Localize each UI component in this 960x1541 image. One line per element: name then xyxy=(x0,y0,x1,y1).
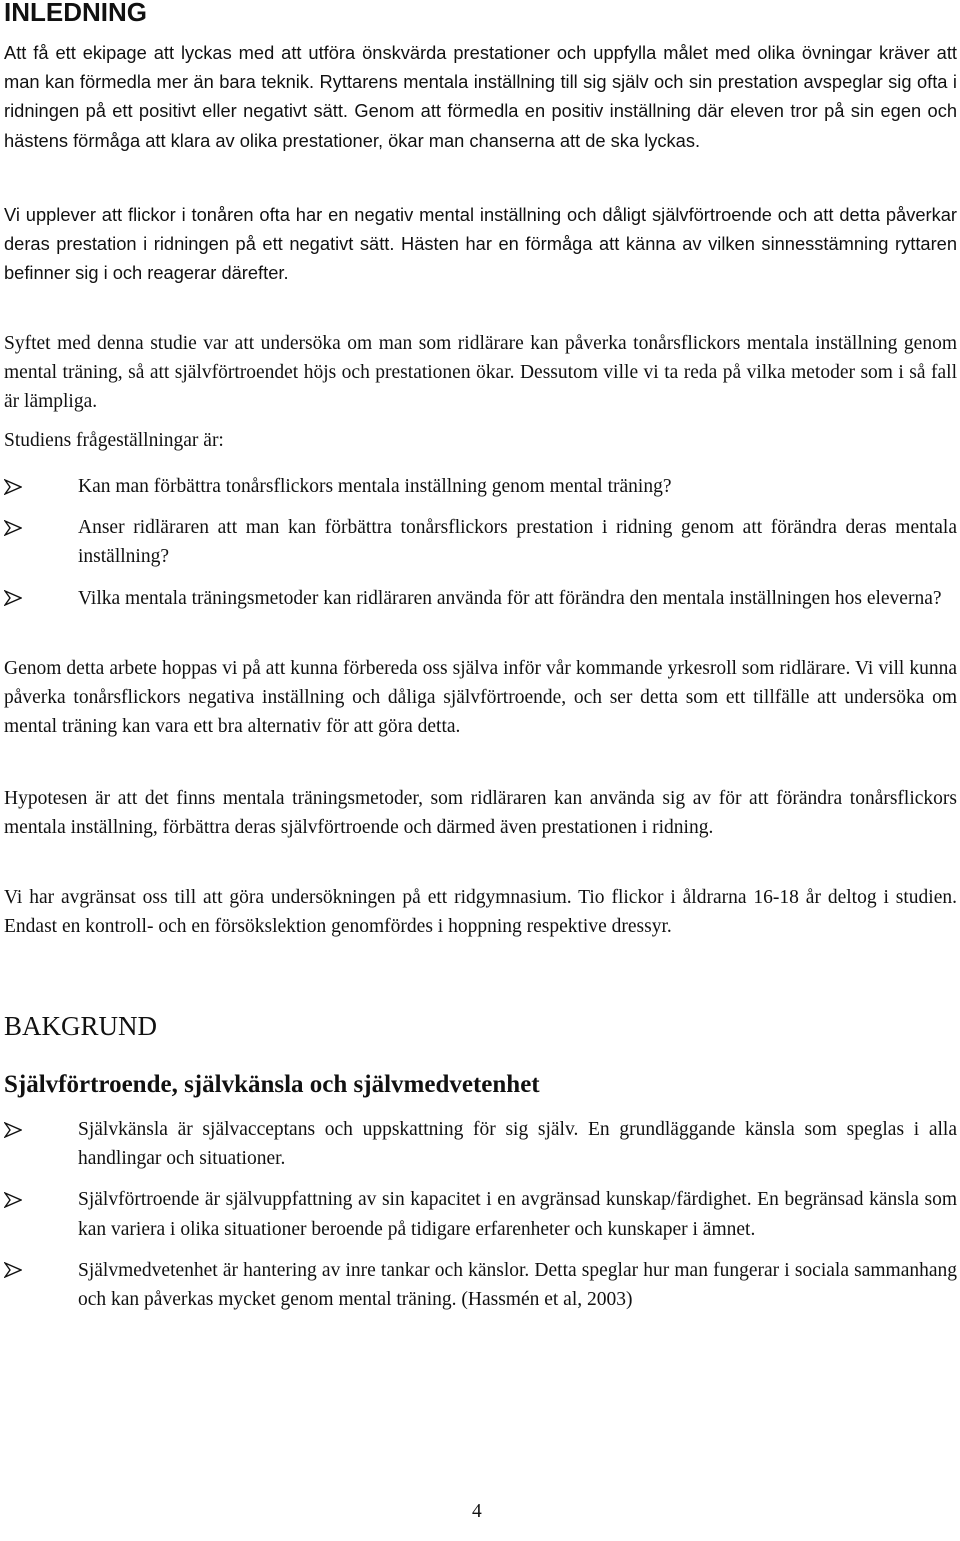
intro-heading: INLEDNING xyxy=(4,0,147,27)
list-item xyxy=(4,513,957,571)
arrow-bullet-icon xyxy=(4,472,24,501)
arrow-bullet-icon xyxy=(4,1115,24,1144)
intro-paragraph-2: Vi upplever att flickor i tonåren ofta har en negativ mental inställning och dåligt självförtroende och att detta påverkar deras prestation i ridningen på ett negativt sätt. Hästen har en förmåga att känna av vilken sinnesstämning ryttaren befinner sig i och reagerar därefter. xyxy=(4,204,957,284)
definition-text: Självförtroende är självuppfattning av sin kapacitet i en avgränsad kunskap/färdighet. En begränsad känsla som kan variera i olika situationer beroende på tidigare erfarenheter och kunskaper i ämnet. xyxy=(78,1189,957,1240)
intro-paragraph-3: Syftet med denna studie var att undersöka om man som ridlärare kan påverka tonårsflickors mentala inställning genom mental träning, så att självförtroendet höjs och prestationen ökar. Dessutom ville vi ta reda på vilka metoder som i så fall är lämpliga. xyxy=(4,333,957,413)
page-number: 4 xyxy=(472,1501,482,1522)
intro-paragraph-6: Vi har avgränsat oss till att göra undersökningen på ett ridgymnasium. Tio flickor i åldrarna 16-18 år deltog i studien. Endast en kontroll- och en försökslektion genomfördes i hoppning respektive dressyr. xyxy=(4,887,957,938)
arrow-bullet-icon xyxy=(4,513,24,542)
definition-text: Självkänsla är självacceptans och uppskattning för sig själv. En grundläggande känsla som speglas i alla handlingar och situationer. xyxy=(78,1119,957,1170)
list-item xyxy=(4,584,957,613)
list-item xyxy=(4,1185,957,1243)
background-heading: BAKGRUND xyxy=(4,1011,158,1041)
arrow-bullet-icon xyxy=(4,1185,24,1214)
background-list xyxy=(4,1115,957,1314)
list-item xyxy=(4,472,957,501)
question-text: Vilka mentala träningsmetoder kan ridläraren använda för att förändra den mentala inställningen hos eleverna? xyxy=(78,587,942,609)
intro-paragraph-1: Att få ett ekipage att lyckas med att utföra önskvärda prestationer och uppfylla målet med olika övningar kräver att man kan förmedla mer än bara teknik. Ryttarens mentala inställning till sig själv och sin prestation avspeglar sig ofta i ridningen på ett positivt eller negativt sätt. Genom att förmedla en positiv inställning där eleven tror på sin egen och hästens förmåga att klara av olika prestationer, ökar man chanserna att de ska lyckas. xyxy=(4,42,957,151)
questions-label: Studiens frågeställningar är: xyxy=(4,430,224,451)
arrow-bullet-icon xyxy=(4,1256,24,1285)
questions-list xyxy=(4,472,957,613)
list-item xyxy=(4,1256,957,1314)
question-text: Kan man förbättra tonårsflickors mentala inställning genom mental träning? xyxy=(78,476,672,497)
definition-text: Självmedvetenhet är hantering av inre tankar och känslor. Detta speglar hur man fungerar i sociala sammanhang och kan påverkas mycket genom mental träning. (Hassmén et al, 2003) xyxy=(78,1259,957,1311)
background-subheading: Självförtroende, självkänsla och självmedvetenhet xyxy=(4,1071,540,1098)
intro-paragraph-5: Hypotesen är att det finns mentala träningsmetoder, som ridläraren kan använda sig av för att förändra tonårsflickors mentala inställning, förbättra deras självförtroende och därmed även prestationen i ridning. xyxy=(4,788,957,839)
list-item xyxy=(4,1115,957,1173)
arrow-bullet-icon xyxy=(4,584,24,613)
intro-paragraph-4: Genom detta arbete hoppas vi på att kunna förbereda oss själva inför vår kommande yrkesroll som ridlärare. Vi vill kunna påverka tonårsflickors negativa inställning och dåliga självförtroende, och ser detta som ett tillfälle att undersöka om mental träning kan vara ett bra alternativ för att göra detta. xyxy=(4,658,957,738)
question-text: Anser ridläraren att man kan förbättra tonårsflickors prestation i ridning genom att förändra deras mentala inställning? xyxy=(78,517,957,568)
